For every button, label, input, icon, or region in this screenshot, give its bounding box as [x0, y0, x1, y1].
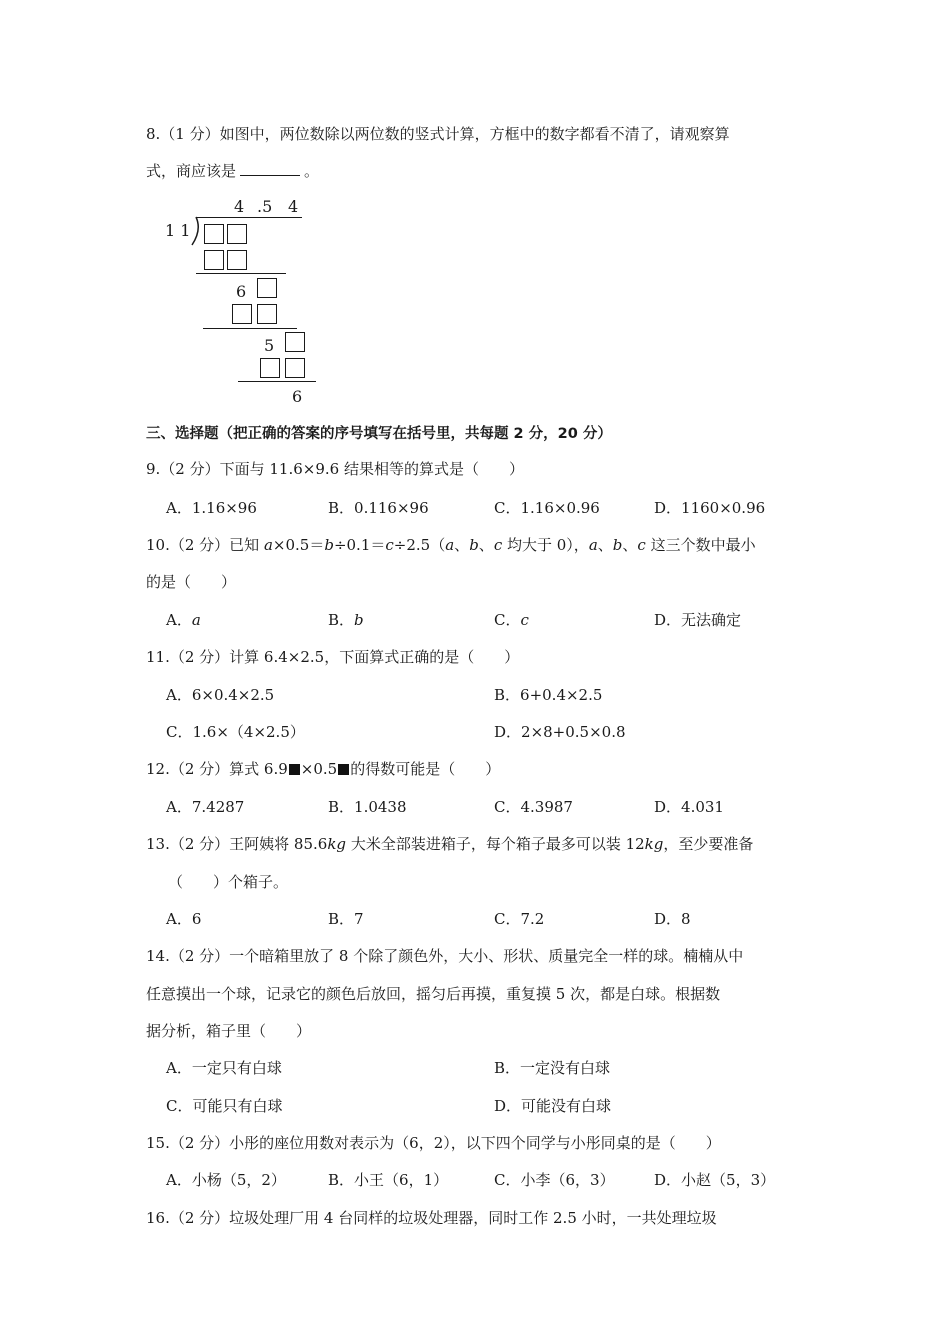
unit-kg: kg: [644, 835, 664, 853]
var-c: c: [493, 536, 503, 554]
unit-kg: kg: [327, 835, 347, 853]
var-c: c: [520, 611, 529, 629]
digit-box: [285, 332, 305, 352]
q13-text: 13.（2 分）王阿姨将 85.6: [146, 835, 328, 853]
q14-stem-line2: 任意摸出一个球，记录它的颜色后放回，摇匀后再摸，重复摸 5 次，都是白球。根据数: [146, 985, 721, 1003]
division-bar: [196, 217, 302, 218]
q12-option-b[interactable]: B．1.0438: [328, 798, 407, 816]
digit-box: [204, 224, 224, 244]
q12-text: 的得数可能是（ ）: [350, 760, 501, 778]
q14-option-d[interactable]: D．可能没有白球: [494, 1097, 612, 1115]
q12-text: ×0.5: [300, 760, 338, 778]
q10-text: ÷0.1＝: [333, 536, 386, 554]
q9-option-d[interactable]: D．1160×0.96: [654, 499, 766, 517]
q13-text: ，至少要准备: [663, 835, 754, 853]
var-b: b: [469, 536, 479, 554]
q12-stem: [146, 759, 500, 779]
q8-stem-line2-end: 。: [304, 162, 320, 180]
q12-text: 12.（2 分）算式 6.9: [146, 760, 288, 778]
var-b: b: [612, 536, 623, 554]
digit-box: [232, 304, 252, 324]
subtraction-line: [238, 381, 316, 382]
q13-option-d[interactable]: D．8: [654, 910, 691, 928]
hidden-digit-square-icon: [289, 764, 300, 775]
var-a: a: [588, 536, 598, 554]
q10-text: 、: [454, 536, 470, 554]
remainder-digit-1: 6: [236, 282, 247, 301]
divisor: 1 1: [165, 221, 191, 240]
option-label: C．: [494, 611, 521, 629]
digit-box: [257, 278, 277, 298]
answer-blank[interactable]: [240, 161, 300, 176]
digit-box: [285, 358, 305, 378]
option-label: A．: [166, 611, 192, 629]
q9-option-c[interactable]: C．1.16×0.96: [494, 499, 600, 517]
q15-option-d[interactable]: D．小赵（5，3）: [654, 1171, 776, 1189]
q11-option-d[interactable]: D．2×8+0.5×0.8: [494, 723, 626, 741]
var-b: b: [354, 611, 364, 629]
q11-option-a[interactable]: A．6×0.4×2.5: [166, 686, 275, 704]
q10-text: ÷2.5（: [393, 536, 446, 554]
digit-box: [204, 250, 224, 270]
var-a: a: [445, 536, 455, 554]
q12-option-a[interactable]: A．7.4287: [166, 798, 245, 816]
q10-text: 、: [622, 536, 638, 554]
q10-option-b[interactable]: [328, 610, 364, 630]
q12-option-c[interactable]: C．4.3987: [494, 798, 573, 816]
q13-option-a[interactable]: A．6: [166, 910, 202, 928]
q12-option-d[interactable]: D．4.031: [654, 798, 724, 816]
q10-text: 、: [597, 536, 613, 554]
quotient-digit-3: 4: [288, 197, 299, 216]
q9-option-b[interactable]: B．0.116×96: [328, 499, 429, 517]
q14-option-c[interactable]: C．可能只有白球: [166, 1097, 283, 1115]
q15-option-c[interactable]: C．小李（6，3）: [494, 1171, 615, 1189]
option-label: B．: [328, 611, 355, 629]
q8-stem-line1: 8.（1 分）如图中，两位数除以两位数的竖式计算，方框中的数字都看不清了，请观察算: [146, 125, 730, 143]
q14-stem-line1: 14.（2 分）一个暗箱里放了 8 个除了颜色外，大小、形状、质量完全一样的球。楠楠从中: [146, 947, 744, 965]
final-remainder: 6: [292, 387, 303, 406]
q13-text: 大米全部装进箱子，每个箱子最多可以装 12: [346, 835, 645, 853]
q10-text: ×0.5＝: [272, 536, 325, 554]
var-c: c: [385, 536, 394, 554]
q15-option-a[interactable]: A．小杨（5，2）: [166, 1171, 286, 1189]
digit-box: [227, 224, 247, 244]
digit-box: [257, 304, 277, 324]
q13-option-b[interactable]: B．7: [328, 910, 364, 928]
q8-stem-line2: [146, 161, 319, 181]
q10-text: 、: [478, 536, 494, 554]
digit-box: [227, 250, 247, 270]
q10-option-a[interactable]: [166, 610, 201, 630]
q16-stem-line1: 16.（2 分）垃圾处理厂用 4 台同样的垃圾处理器，同时工作 2.5 小时，一共处理垃圾: [146, 1209, 717, 1227]
q14-option-a[interactable]: A．一定只有白球: [166, 1059, 282, 1077]
section-title: 三、选择题（把正确的答案的序号填写在括号里，共每题 2 分，20 分）: [146, 426, 612, 442]
var-a: a: [263, 536, 273, 554]
q10-text: 这三个数中最小: [645, 536, 756, 554]
q11-option-b[interactable]: B．6+0.4×2.5: [494, 686, 603, 704]
q11-stem: 11.（2 分）计算 6.4×2.5，下面算式正确的是（ ）: [146, 648, 520, 666]
hidden-digit-square-icon: [338, 764, 349, 775]
q13-stem-line2: （ ）个箱子。: [168, 873, 289, 891]
q13-stem-line1: [146, 834, 753, 854]
var-a: a: [191, 611, 201, 629]
q13-option-c[interactable]: C．7.2: [494, 910, 545, 928]
remainder-digit-2: 5: [264, 336, 275, 355]
quotient-digit-1: 4: [234, 197, 245, 216]
subtraction-line: [196, 273, 286, 274]
q10-stem-line1: [146, 535, 756, 555]
q8-stem-line2-text: 式，商应该是: [146, 162, 237, 180]
q9-option-a[interactable]: A．1.16×96: [166, 499, 257, 517]
quotient-digit-2: .5: [257, 197, 273, 216]
q11-option-c[interactable]: C．1.6×（4×2.5）: [166, 723, 305, 741]
q10-text: 均大于 0），: [502, 536, 589, 554]
q10-option-d[interactable]: D．无法确定: [654, 611, 742, 629]
q10-stem-line2: 的是（ ）: [146, 573, 237, 591]
var-b: b: [324, 536, 334, 554]
subtraction-line: [203, 328, 297, 329]
q10-text: 10.（2 分）已知: [146, 536, 264, 554]
q10-option-c[interactable]: [494, 610, 529, 630]
q9-stem: 9.（2 分）下面与 11.6×9.6 结果相等的算式是（ ）: [146, 460, 524, 478]
q14-option-b[interactable]: B．一定没有白球: [494, 1059, 611, 1077]
q14-stem-line3: 据分析，箱子里（ ）: [146, 1022, 312, 1040]
var-c: c: [637, 536, 646, 554]
q15-stem: 15.（2 分）小彤的座位用数对表示为（6，2），以下四个同学与小彤同桌的是（ ）: [146, 1134, 721, 1152]
digit-box: [260, 358, 280, 378]
q15-option-b[interactable]: B．小王（6，1）: [328, 1171, 449, 1189]
